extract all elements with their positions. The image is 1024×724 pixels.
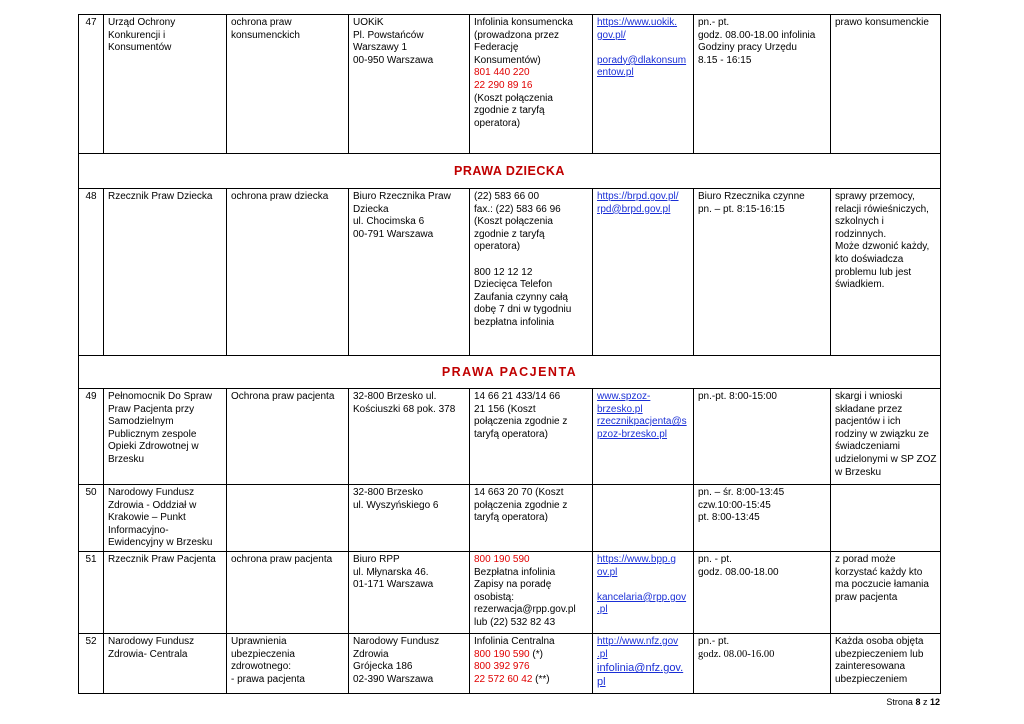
table-row <box>79 485 941 552</box>
text-line: ov.pl <box>597 566 618 578</box>
text-line: ul. Chocimska 6 <box>353 216 425 228</box>
address <box>349 389 470 485</box>
text-line: porady@dlakonsum <box>597 54 687 66</box>
text-line: .pl <box>597 648 608 660</box>
text-line: Opieki Zdrowotnej w <box>108 441 199 453</box>
text-line: korzystać każdy kto <box>835 566 923 578</box>
scope <box>227 633 349 693</box>
text-line: Rzecznik Praw Dziecka <box>108 191 213 202</box>
text-line: operatora) <box>474 241 521 253</box>
table-row <box>79 189 941 356</box>
address <box>349 15 470 154</box>
phone <box>470 551 593 633</box>
phone <box>470 485 593 552</box>
text-line: (Koszt połączenia <box>474 216 553 228</box>
text-line: ochrona praw dziecka <box>231 191 329 202</box>
text-line: Infolinia konsumencka <box>474 17 573 28</box>
text-line: entow.pl <box>597 67 634 79</box>
section-title: PRAWA PACJENTA <box>79 356 941 389</box>
text-line: Pl. Powstańców <box>353 29 424 41</box>
hours <box>694 485 831 552</box>
scope <box>227 15 349 154</box>
text-line: Federację <box>474 42 519 54</box>
hours <box>694 389 831 485</box>
text-line: zdrowotnego: <box>231 661 292 673</box>
text-line: Ochrona praw pacjenta <box>231 391 335 402</box>
institution-name <box>104 485 227 552</box>
text-line: https://www.bpp.g <box>597 553 676 565</box>
text-line: Narodowy Fundusz <box>108 635 195 647</box>
text-line: 00-791 Warszawa <box>353 228 434 240</box>
contact-links <box>593 15 694 154</box>
website-link[interactable] <box>597 636 689 661</box>
institution-name <box>104 389 227 485</box>
row-number: 48 <box>79 189 104 356</box>
text-line: Kościuszki 68 pok. 378 <box>353 403 456 415</box>
text-line: kancelaria@rpp.gov <box>597 591 687 603</box>
text-line: ochrona praw <box>231 17 292 28</box>
text-line: kto doświadcza <box>835 253 904 265</box>
page-footer: Strona 8 z 12 <box>886 697 940 707</box>
text-line: konsumenckich <box>231 29 300 41</box>
text-line: Urząd Ochrony <box>108 17 176 28</box>
table-row <box>79 633 941 693</box>
text-line: problemu lub jest <box>835 266 912 278</box>
phone <box>470 189 593 356</box>
email-link[interactable] <box>597 592 689 617</box>
text-line: pn.-pt. 8:00-15:00 <box>698 391 777 402</box>
contact-links <box>593 389 694 485</box>
text-line: Praw Pacjenta przy <box>108 403 195 415</box>
text-line: Konkurencji i <box>108 29 166 41</box>
text-line: Biuro Rzecznika czynne <box>698 191 805 202</box>
text-line: https://www.uokik. <box>597 17 678 28</box>
text-line: 14 663 20 70 (Koszt <box>474 487 564 498</box>
text-line: Konsumentów <box>108 42 172 54</box>
text-line: zainteresowana <box>835 661 906 673</box>
text-line: .pl <box>597 604 608 616</box>
notes <box>831 189 941 356</box>
text-line: godz. 08.00-18.00 <box>698 566 779 578</box>
text-line: Uprawnienia <box>231 635 287 647</box>
text-line: Dziecięca Telefon <box>474 279 553 291</box>
email-link[interactable] <box>597 55 689 80</box>
text-line: pn. – śr. 8:00-13:45 <box>698 487 785 498</box>
text-line: rodziny w związku ze <box>835 428 929 440</box>
text-line: Rzecznik Praw Pacjenta <box>108 553 216 565</box>
text-line: prawo konsumenckie <box>835 17 929 28</box>
text-line: (Koszt połączenia <box>474 92 553 104</box>
text-line: Ewidencyjny w Brzesku <box>108 537 213 549</box>
text-line: 14 66 21 433/14 66 <box>474 391 561 402</box>
scope <box>227 551 349 633</box>
text-line: Narodowy Fundusz <box>108 487 195 498</box>
text-line: (22) 583 66 00 <box>474 191 540 202</box>
text-line: 02-390 Warszawa <box>353 673 434 685</box>
text-line: UOKiK <box>353 17 384 28</box>
institution-name <box>104 551 227 633</box>
row-number: 51 <box>79 551 104 633</box>
notes <box>831 15 941 154</box>
contact-links <box>593 633 694 693</box>
text-line: Samodzielnym <box>108 416 174 428</box>
text-line: 32-800 Brzesko ul. <box>353 391 437 402</box>
website-link[interactable] <box>597 554 689 579</box>
table-row <box>79 389 941 485</box>
text-line: pl <box>597 676 606 689</box>
text-line: w Brzesku <box>835 466 882 478</box>
scope <box>227 389 349 485</box>
text-line: rzecznikpacjenta@s <box>597 416 687 428</box>
text-line: 01-171 Warszawa <box>353 579 434 591</box>
row-number: 47 <box>79 15 104 154</box>
hours <box>694 551 831 633</box>
text-line: szkolnych i <box>835 216 884 228</box>
text-line: czw.10:00-15:45 <box>698 499 771 511</box>
address <box>349 633 470 693</box>
text-line: http://www.nfz.gov <box>597 635 679 647</box>
text-line: Infolinia Centralna <box>474 635 555 647</box>
notes <box>831 633 941 693</box>
text-line: 00-950 Warszawa <box>353 54 434 66</box>
text-line: https://brpd.gov.pl/ <box>597 191 679 202</box>
text-line: ubezpieczenia <box>231 648 295 660</box>
text-line: świadczeniami <box>835 441 901 453</box>
text-line: składane przez <box>835 403 903 415</box>
address <box>349 551 470 633</box>
text-line: Narodowy Fundusz <box>353 635 440 647</box>
text-line: rodzinnych. <box>835 228 887 240</box>
text-line: ubezpieczeniem lub <box>835 648 924 660</box>
section-title: PRAWA DZIECKA <box>79 154 941 189</box>
text-line: pn.- pt. <box>698 17 730 28</box>
text-line: Informacyjno- <box>108 524 169 536</box>
text-line: - prawa pacjenta <box>231 673 305 685</box>
website-link[interactable] <box>597 17 689 42</box>
notes <box>831 485 941 552</box>
directory-table <box>78 14 941 694</box>
text-line: połączenia zgodnie z <box>474 416 568 428</box>
address <box>349 485 470 552</box>
text-line: Brzesku <box>108 453 145 465</box>
text-line: zgodnie z taryfą <box>474 105 545 117</box>
text-line: Publicznym zespole <box>108 428 197 440</box>
text-line: Pełnomocnik Do Spraw <box>108 391 212 402</box>
text-line: sprawy przemocy, <box>835 191 915 202</box>
text-line: ma poczucie łamania <box>835 579 929 591</box>
website-link[interactable] <box>597 391 689 441</box>
scope <box>227 485 349 552</box>
phone <box>470 389 593 485</box>
text-line: pt. 8:00-13:45 <box>698 512 760 524</box>
text-line: zgodnie z taryfą <box>474 228 545 240</box>
text-line: Grójecka 186 <box>353 661 413 673</box>
text-line: pn. – pt. 8:15-16:15 <box>698 203 785 215</box>
table-row <box>79 15 941 154</box>
text-line: bezpłatna infolinia <box>474 316 555 328</box>
text-line: Bezpłatna infolinia <box>474 566 556 578</box>
text-line: ubezpieczeniem <box>835 673 908 685</box>
text-line: pzoz-brzesko.pl <box>597 428 668 440</box>
section-header-row <box>79 356 941 389</box>
text-line: ul. Wyszyńskiego 6 <box>353 499 439 511</box>
text-line: Zaufania czynny całą <box>474 291 568 303</box>
text-line: Krakowie – Punkt <box>108 512 186 524</box>
text-line: brzesko.pl <box>597 403 643 415</box>
text-line: operatora) <box>474 117 521 129</box>
text-line: skargi i wnioski <box>835 391 903 402</box>
hours: pn.- pt. godz. 08.00-16.00 <box>694 633 831 693</box>
institution-name <box>104 633 227 693</box>
text-line: Zdrowia <box>353 648 389 660</box>
table-row <box>79 551 941 633</box>
email-link[interactable] <box>597 661 689 689</box>
text-line: 22 290 89 16 <box>474 79 533 91</box>
text-line: 21 156 (Koszt <box>474 403 536 415</box>
text-line: pacjentów i ich <box>835 416 901 428</box>
text-line: rpd@brpd.gov.pl <box>597 203 671 215</box>
contact-links <box>593 551 694 633</box>
text-line: taryfą operatora) <box>474 512 548 524</box>
text-line: lub (22) 532 82 43 <box>474 616 556 628</box>
text-line: dobę 7 dni w tygodniu <box>474 304 572 316</box>
row-number: 50 <box>79 485 104 552</box>
text-line: fax.: (22) 583 66 96 <box>474 203 561 215</box>
text-line: gov.pl/ <box>597 29 626 41</box>
text-line: infolinia@nfz.gov. <box>597 662 684 675</box>
text-line: Godziny pracy Urzędu <box>698 42 797 54</box>
text-line: www.spzoz- <box>597 391 651 402</box>
text-line: ochrona praw pacjenta <box>231 553 333 565</box>
phone: Infolinia Centralna 800 190 590 (*) 800 392 976 22 572 60 42 (**) <box>470 633 593 693</box>
text-line: Może dzwonić każdy, <box>835 241 930 253</box>
text-line: świadkiem. <box>835 279 885 291</box>
hours <box>694 15 831 154</box>
text-line: 800 190 590 <box>474 553 530 565</box>
text-line: praw pacjenta <box>835 591 898 603</box>
phone <box>470 15 593 154</box>
text-line: rezerwacja@rpp.gov.pl <box>474 604 576 616</box>
row-number: 49 <box>79 389 104 485</box>
text-line: 8.15 - 16:15 <box>698 54 752 66</box>
text-line: Dziecka <box>353 203 389 215</box>
text-line: Zapisy na poradę <box>474 579 552 591</box>
text-line: Zdrowia - Oddział w <box>108 499 197 511</box>
hours <box>694 189 831 356</box>
text-line: taryfą operatora) <box>474 428 548 440</box>
contact-links <box>593 189 694 356</box>
text-line: osobistą: <box>474 591 515 603</box>
notes <box>831 551 941 633</box>
text-line: Warszawy 1 <box>353 42 408 54</box>
section-header-row <box>79 154 941 189</box>
text-line: z porad może <box>835 553 896 565</box>
text-line: Konsumentów) <box>474 54 541 66</box>
address <box>349 189 470 356</box>
row-number: 52 <box>79 633 104 693</box>
text-line: 800 12 12 12 <box>474 266 533 278</box>
text-line: relacji rówieśniczych, <box>835 203 929 215</box>
text-line: Biuro Rzecznika Praw <box>353 191 451 202</box>
text-line: (prowadzona przez <box>474 29 560 41</box>
text-line: Zdrowia- Centrala <box>108 648 188 660</box>
text-line: godz. 08.00-18.00 infolinia <box>698 29 816 41</box>
text-line: Biuro RPP <box>353 553 400 565</box>
text-line: połączenia zgodnie z <box>474 499 568 511</box>
institution-name <box>104 189 227 356</box>
text-line: 32-800 Brzesko <box>353 487 424 498</box>
text-line: udzielonymi w SP ZOZ <box>835 453 937 465</box>
website-link[interactable] <box>597 191 689 216</box>
institution-name <box>104 15 227 154</box>
notes <box>831 389 941 485</box>
scope <box>227 189 349 356</box>
text-line: Każda osoba objęta <box>835 635 924 647</box>
text-line: pn. - pt. <box>698 553 732 565</box>
text-line: 801 440 220 <box>474 67 530 79</box>
text-line: ul. Młynarska 46. <box>353 566 429 578</box>
contact-links <box>593 485 694 552</box>
